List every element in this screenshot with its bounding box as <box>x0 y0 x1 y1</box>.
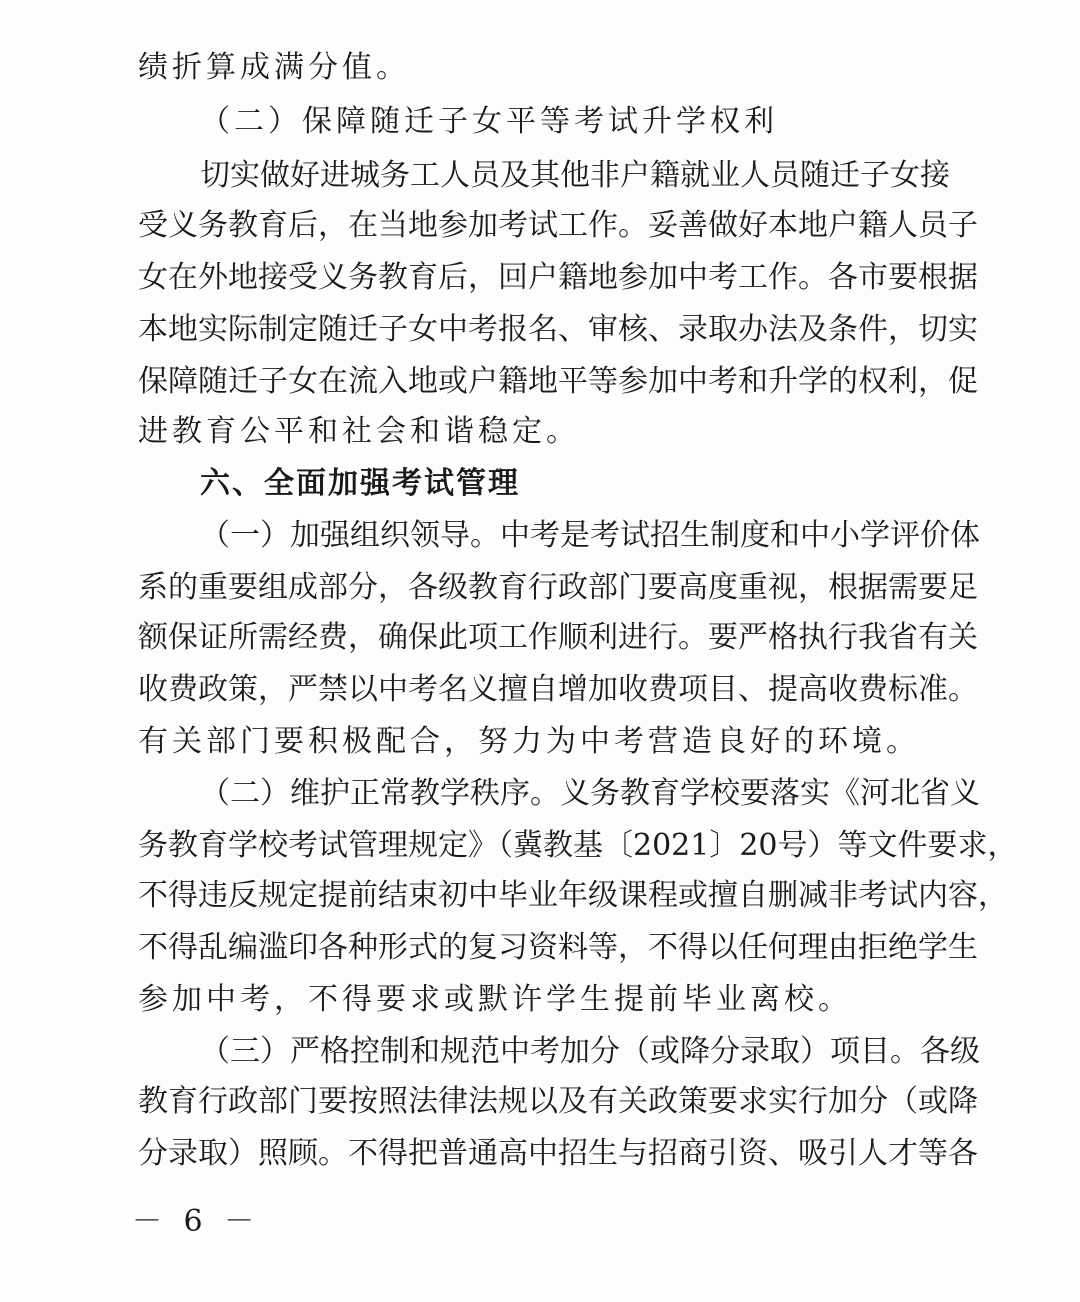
text-line: 有关部门要积极配合，努力为中考营造良好的环境。 <box>138 724 920 759</box>
text-line: 务教育学校考试管理规定》（冀教基〔2021〕20号）等文件要求， <box>138 828 1018 863</box>
page-number: － 6 － <box>132 1204 261 1239</box>
text-line: （三）严格控制和规范中考加分（或降分录取）项目。各级 <box>200 1034 980 1069</box>
text-line: 参加中考，不得要求或默许学生提前毕业离校。 <box>138 982 852 1017</box>
text-line: 进教育公平和社会和谐稳定。 <box>138 414 580 449</box>
section-heading: 六、全面加强考试管理 <box>200 466 520 501</box>
text-line: 不得乱编滥印各种形式的复习资料等，不得以任何理由拒绝学生 <box>138 930 978 965</box>
text-line: 受义务教育后，在当地参加考试工作。妥善做好本地户籍人员子 <box>138 208 978 243</box>
section-subheading: （二）保障随迁子女平等考试升学权利 <box>200 104 778 139</box>
text-line: 收费政策，严禁以中考名义擅自增加收费项目、提高收费标准。 <box>138 672 978 707</box>
text-line: 额保证所需经费，确保此项工作顺利进行。要严格执行我省有关 <box>138 620 978 655</box>
text-line: 本地实际制定随迁子女中考报名、审核、录取办法及条件，切实 <box>138 312 978 347</box>
text-line: 女在外地接受义务教育后，回户籍地参加中考工作。各市要根据 <box>138 260 978 295</box>
text-line: 保障随迁子女在流入地或户籍地平等参加中考和升学的权利，促 <box>138 364 978 399</box>
text-line: 不得违反规定提前结束初中毕业年级课程或擅自删减非考试内容， <box>138 878 1008 913</box>
text-line: 系的重要组成部分，各级教育行政部门要高度重视，根据需要足 <box>138 570 978 605</box>
text-line: 教育行政部门要按照法律法规以及有关政策要求实行加分（或降 <box>138 1084 978 1119</box>
text-line: 绩折算成满分值。 <box>138 50 410 85</box>
text-line: 分录取）照顾。不得把普通高中招生与招商引资、吸引人才等各 <box>138 1136 978 1171</box>
text-line: （一）加强组织领导。中考是考试招生制度和中小学评价体 <box>200 518 980 553</box>
text-line: （二）维护正常教学秩序。义务教育学校要落实《河北省义 <box>200 776 980 811</box>
text-line: 切实做好进城务工人员及其他非户籍就业人员随迁子女接 <box>200 158 950 193</box>
